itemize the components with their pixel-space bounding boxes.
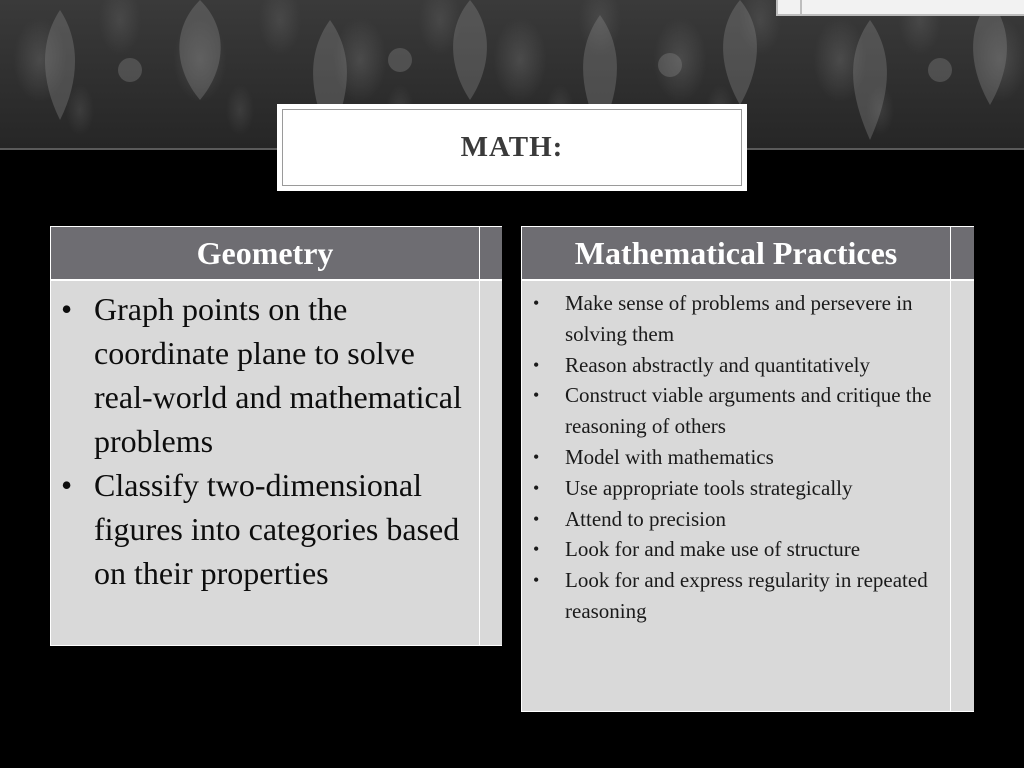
list-item-text: Model with mathematics [565, 444, 774, 469]
list-item-text: Graph points on the coordinate plane to solve real-world and mathematical problems [94, 291, 462, 459]
list-item [522, 534, 942, 565]
list-item-text: Look for and make use of structure [565, 537, 861, 562]
list-item [522, 288, 942, 350]
list-item-text: Classify two-dimensional figures into categories based on their properties [94, 467, 460, 591]
bullet-icon: • [533, 539, 540, 560]
list-item-text: Make sense of problems and persevere in solving them [565, 291, 913, 346]
list-item [51, 463, 471, 595]
corner-frame [776, 0, 1024, 16]
bullet-icon: • [533, 570, 540, 591]
list-item [522, 442, 942, 473]
bullet-icon: • [533, 508, 540, 529]
bullet-icon: • [533, 446, 540, 467]
list-item [522, 350, 942, 381]
bullet-icon: • [61, 467, 73, 503]
list-item-text: Use appropriate tools strategically [565, 475, 853, 500]
practices-heading-side-cell [950, 227, 974, 281]
bullet-icon: • [61, 291, 73, 327]
title-box [277, 104, 747, 191]
bullet-icon: • [533, 293, 540, 313]
geometry-heading: Geometry [51, 227, 479, 281]
practices-side-cell [950, 281, 974, 711]
corner-divider [800, 0, 802, 14]
geometry-list [51, 287, 471, 595]
practices-list [522, 288, 942, 627]
bullet-icon: • [533, 354, 540, 375]
list-item [522, 565, 942, 627]
list-item-text: Look for and express regularity in repeated reasoning [565, 568, 928, 623]
geometry-heading-side-cell [479, 227, 502, 281]
geometry-side-cell [479, 281, 502, 645]
practices-panel [521, 226, 974, 712]
slide-title: MATH: [460, 131, 564, 163]
list-item-text: Construct viable arguments and critique the reasoning of others [565, 383, 932, 439]
list-item [51, 287, 471, 463]
practices-heading: Mathematical Practices [522, 227, 950, 281]
geometry-panel [50, 226, 502, 646]
bullet-icon: • [533, 477, 540, 498]
list-item [522, 504, 942, 535]
list-item [522, 380, 942, 442]
bullet-icon: • [533, 385, 540, 406]
list-item [522, 473, 942, 504]
list-item-text: Attend to precision [565, 506, 726, 531]
list-item-text: Reason abstractly and quantitatively [565, 352, 870, 377]
